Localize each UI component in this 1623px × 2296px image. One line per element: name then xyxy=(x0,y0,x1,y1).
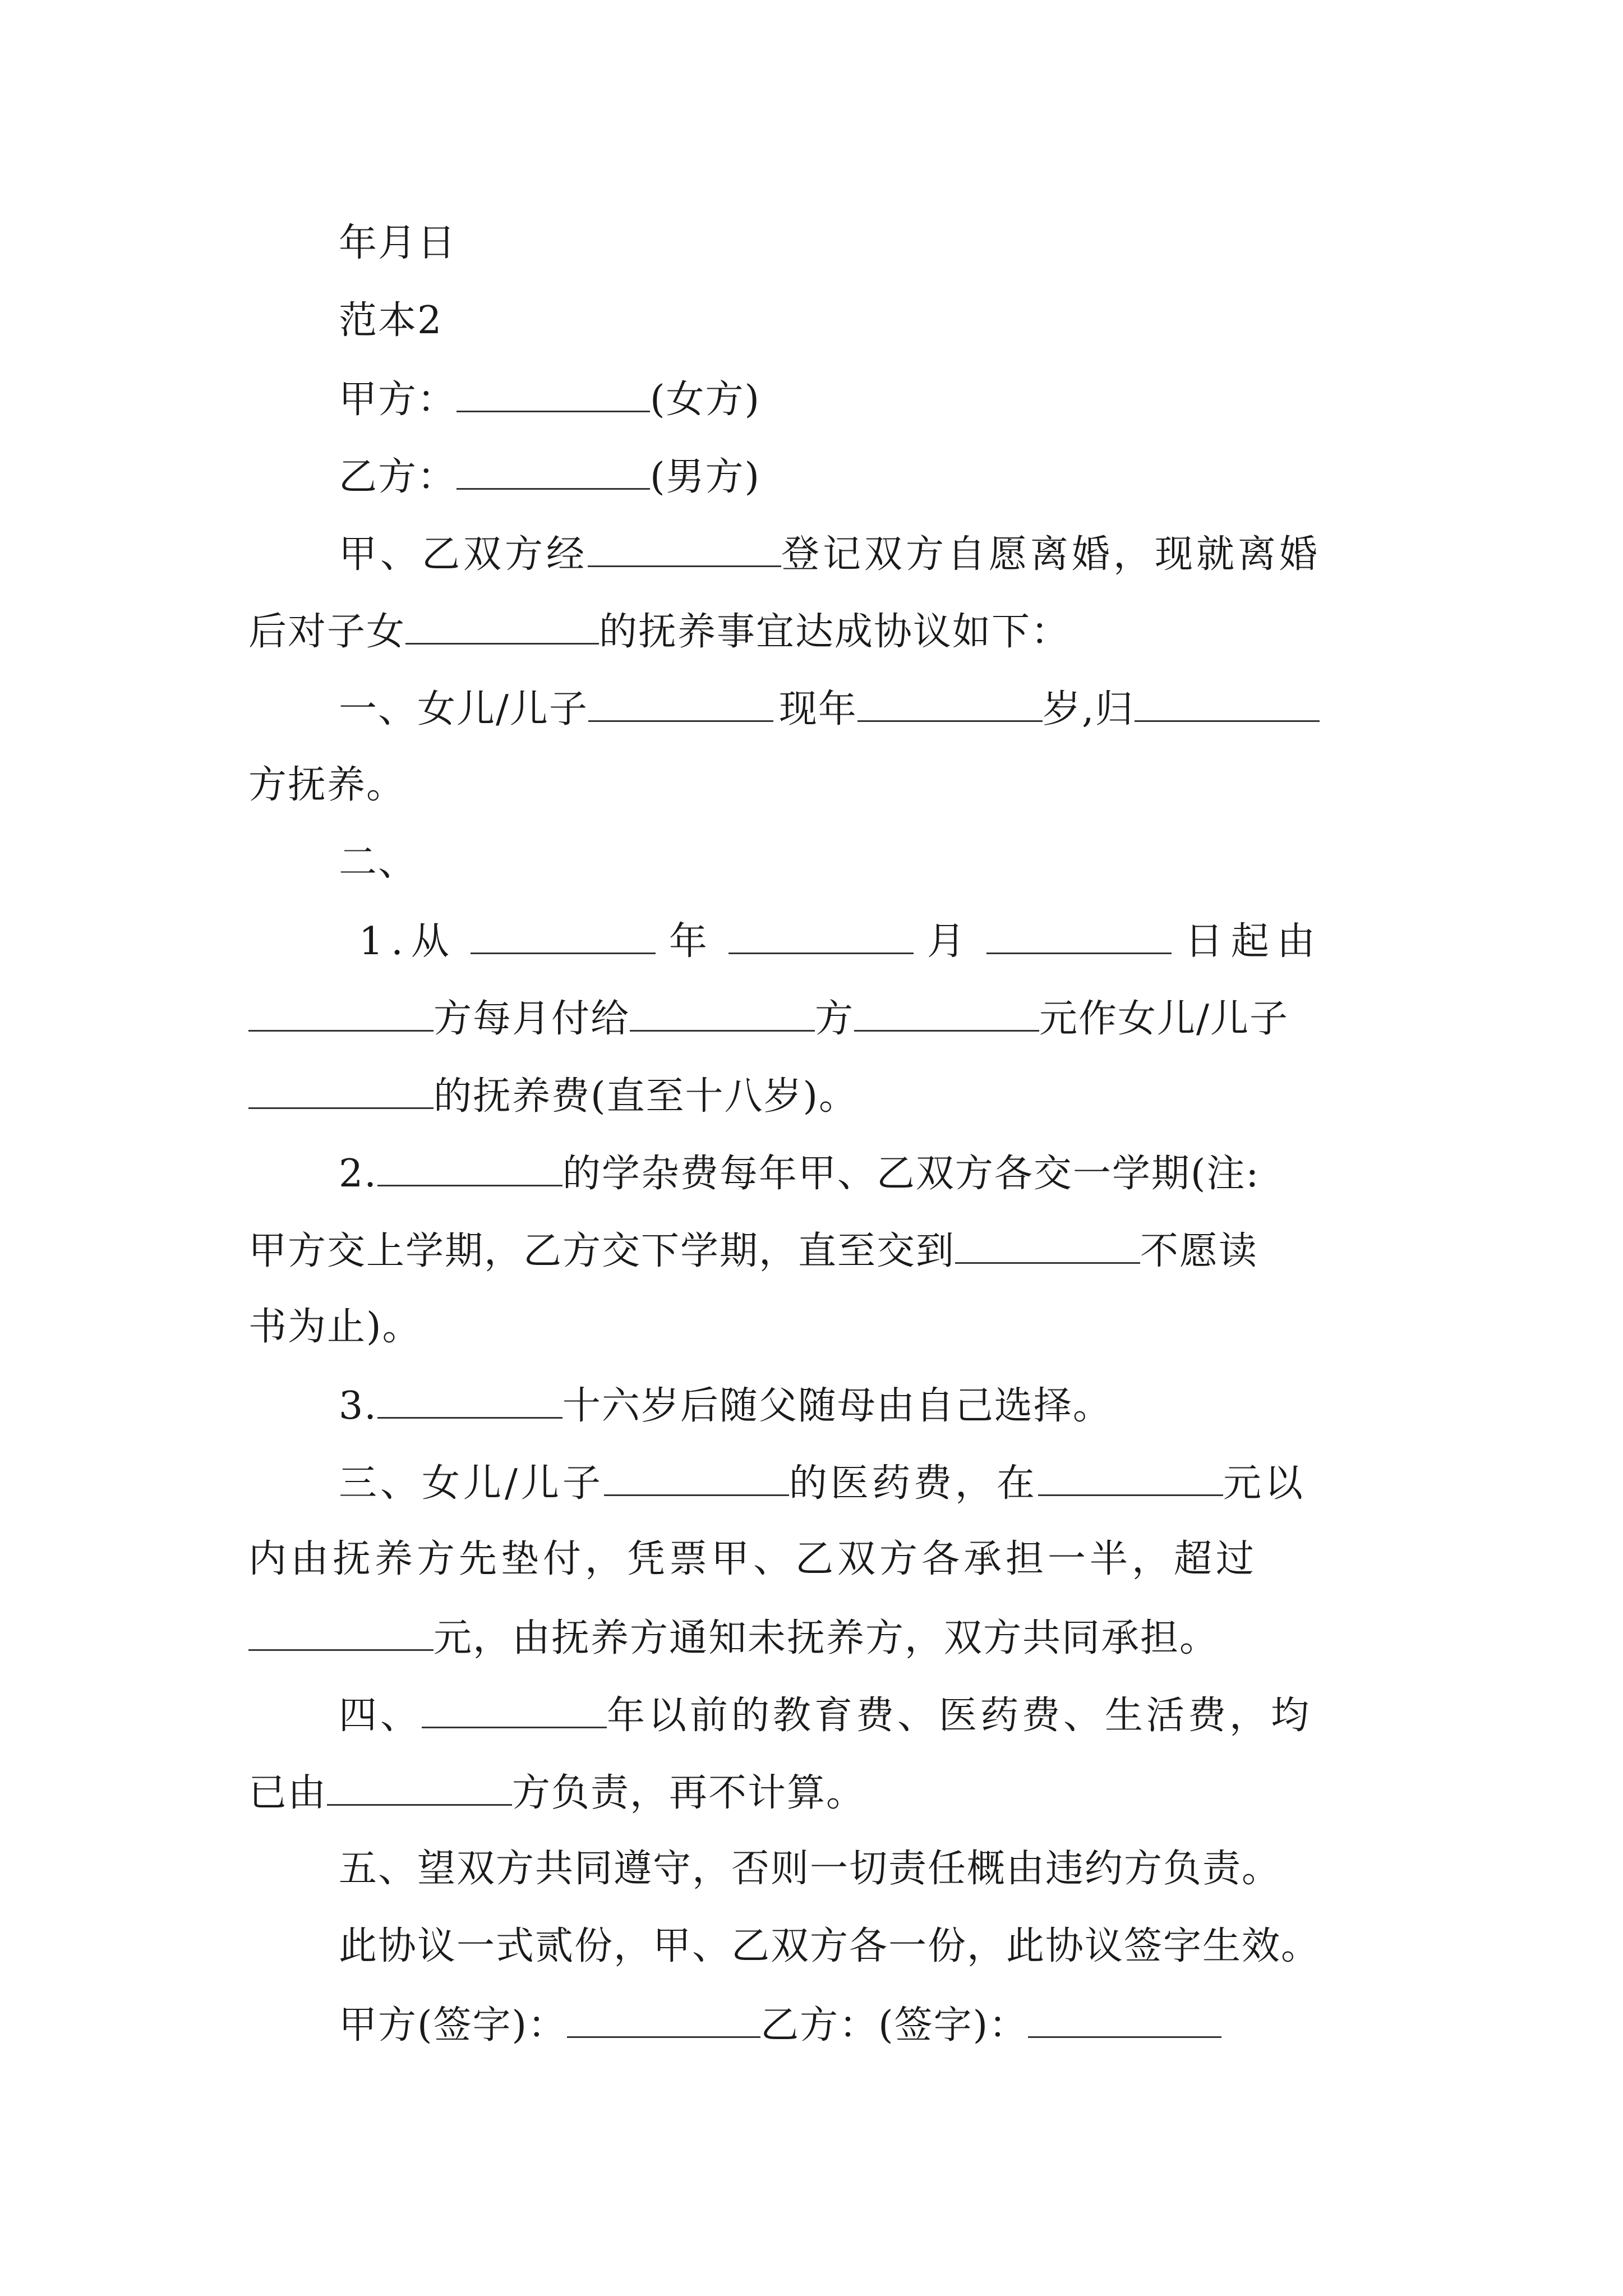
clause-4-text-c: 已由 xyxy=(248,1771,328,1815)
item-1-text-g: 元作女儿/儿子 xyxy=(1039,997,1289,1041)
child-name-blank xyxy=(405,611,599,645)
item-2-child-blank-2 xyxy=(955,1231,1140,1264)
clause-1-line-2: 方抚养。 xyxy=(248,763,406,807)
clause-4-text-a: 四、 xyxy=(339,1694,422,1738)
item-1-text-e: 方每月付给 xyxy=(434,997,630,1041)
item-2-text-b: 的学杂费每年甲、乙双方各交一学期(注: xyxy=(562,1152,1260,1196)
clause-2-item-2-line-3: 书为止)。 xyxy=(248,1305,422,1349)
item-3-child-blank xyxy=(377,1386,562,1419)
clause-3-limit-blank xyxy=(248,1618,434,1651)
date-line: 年月日 xyxy=(339,221,457,265)
item-1-payee-blank xyxy=(630,999,815,1032)
sample-title: 范本2 xyxy=(339,298,443,343)
clause-3-line-2: 内由抚养方先垫付，凭票甲、乙双方各承担一半，超过 xyxy=(248,1537,1258,1581)
clause-2-heading: 二、 xyxy=(339,840,418,885)
item-2-text-c: 甲方交上学期，乙方交下学期，直至交到 xyxy=(248,1229,956,1273)
clause-4-text-b: 年以前的教育费、医药费、生活费，均 xyxy=(607,1694,1313,1738)
clause-2-item-2-line-2 xyxy=(248,1231,1258,1271)
intro-line-2 xyxy=(248,610,1071,654)
clause-2-item-1-line-3 xyxy=(248,1074,859,1119)
clause-4-text-d: 方负责，再不计算。 xyxy=(512,1771,866,1815)
clause-3-text-e: 元，由抚养方通知未抚养方，双方共同承担。 xyxy=(434,1616,1219,1660)
item-3-text-b: 十六岁后随父随母由自己选择。 xyxy=(562,1384,1112,1428)
party-a-name-blank xyxy=(457,379,650,412)
item-1-year-blank xyxy=(471,921,656,954)
party-b-role: (男方) xyxy=(650,455,761,499)
party-b-label: 乙方： xyxy=(339,455,457,499)
clause-1-age-blank xyxy=(857,689,1043,722)
item-2-text-a: 2. xyxy=(339,1152,377,1196)
intro-line-1 xyxy=(339,532,1321,577)
clause-1-text-a: 一、女儿/儿子 xyxy=(339,687,588,731)
item-1-day-blank xyxy=(986,921,1172,954)
signature-line xyxy=(339,2005,1221,2045)
party-a-signature-blank xyxy=(567,2005,760,2038)
party-a-signature-label: 甲方(签字)： xyxy=(339,2003,568,2047)
item-2-text-d: 不愿读 xyxy=(1140,1229,1258,1273)
clause-4-line-1 xyxy=(339,1694,1313,1738)
clause-1-line-1 xyxy=(339,689,1320,729)
clause-2-item-1-line-1 xyxy=(359,919,1323,964)
clause-1-child-blank xyxy=(588,689,773,722)
intro-text-1: 甲、乙双方经 xyxy=(339,532,588,577)
party-b-line xyxy=(339,455,761,499)
item-1-text-year: 年 xyxy=(668,919,715,964)
clause-3-text-a: 三、女儿/儿子 xyxy=(339,1461,604,1506)
clause-4-year-blank xyxy=(422,1695,607,1728)
party-b-name-blank xyxy=(457,457,650,490)
clause-3-amount-blank xyxy=(1038,1463,1223,1496)
intro-text-4: 的抚养事宜达成协议如下： xyxy=(599,610,1071,654)
item-1-text-day: 日起由 xyxy=(1184,919,1323,964)
clause-3-line-3 xyxy=(248,1618,1219,1658)
registration-office-blank xyxy=(588,534,781,567)
clause-3-text-b: 的医药费，在 xyxy=(789,1461,1038,1506)
clause-3-child-blank xyxy=(604,1463,789,1496)
party-a-label: 甲方： xyxy=(339,378,457,422)
clause-2-item-3-line xyxy=(339,1384,1112,1428)
item-1-text-f: 方 xyxy=(815,997,855,1041)
party-b-signature-blank xyxy=(1028,2005,1221,2038)
party-b-signature-label: 乙方：(签字)： xyxy=(760,2003,1029,2047)
clause-1-text-b: 现年 xyxy=(778,687,857,731)
item-3-text-a: 3. xyxy=(339,1384,377,1428)
clause-2-item-1-line-2 xyxy=(248,997,1289,1041)
clause-3-line-1 xyxy=(339,1461,1306,1506)
item-2-child-blank xyxy=(377,1153,562,1186)
clause-2-item-2-line-1 xyxy=(339,1152,1260,1196)
item-1-month-blank xyxy=(728,921,914,954)
intro-text-3: 后对子女 xyxy=(248,610,406,654)
clause-3-text-c: 元以 xyxy=(1223,1461,1306,1506)
clause-1-text-c: 岁,归 xyxy=(1042,687,1135,731)
party-a-line xyxy=(339,378,761,422)
item-1-child-blank xyxy=(248,1076,434,1109)
clause-4-party-blank xyxy=(327,1773,512,1806)
item-1-payer-blank xyxy=(248,999,434,1032)
copies-line: 此协议一式贰份，甲、乙双方各一份，此协议签字生效。 xyxy=(339,1924,1321,1968)
party-a-role: (女方) xyxy=(650,378,761,422)
item-1-text-month: 月 xyxy=(926,919,973,964)
clause-1-custodian-blank xyxy=(1135,689,1320,722)
clause-4-line-2 xyxy=(248,1771,866,1815)
item-1-amount-blank xyxy=(854,999,1039,1032)
item-1-text-h: 的抚养费(直至十八岁)。 xyxy=(434,1074,859,1119)
item-1-text-a: 1.从 xyxy=(359,919,457,964)
intro-text-2: 登记双方自愿离婚，现就离婚 xyxy=(781,532,1321,577)
clause-5-line: 五、望双方共同遵守，否则一切责任概由违约方负责。 xyxy=(339,1847,1281,1891)
